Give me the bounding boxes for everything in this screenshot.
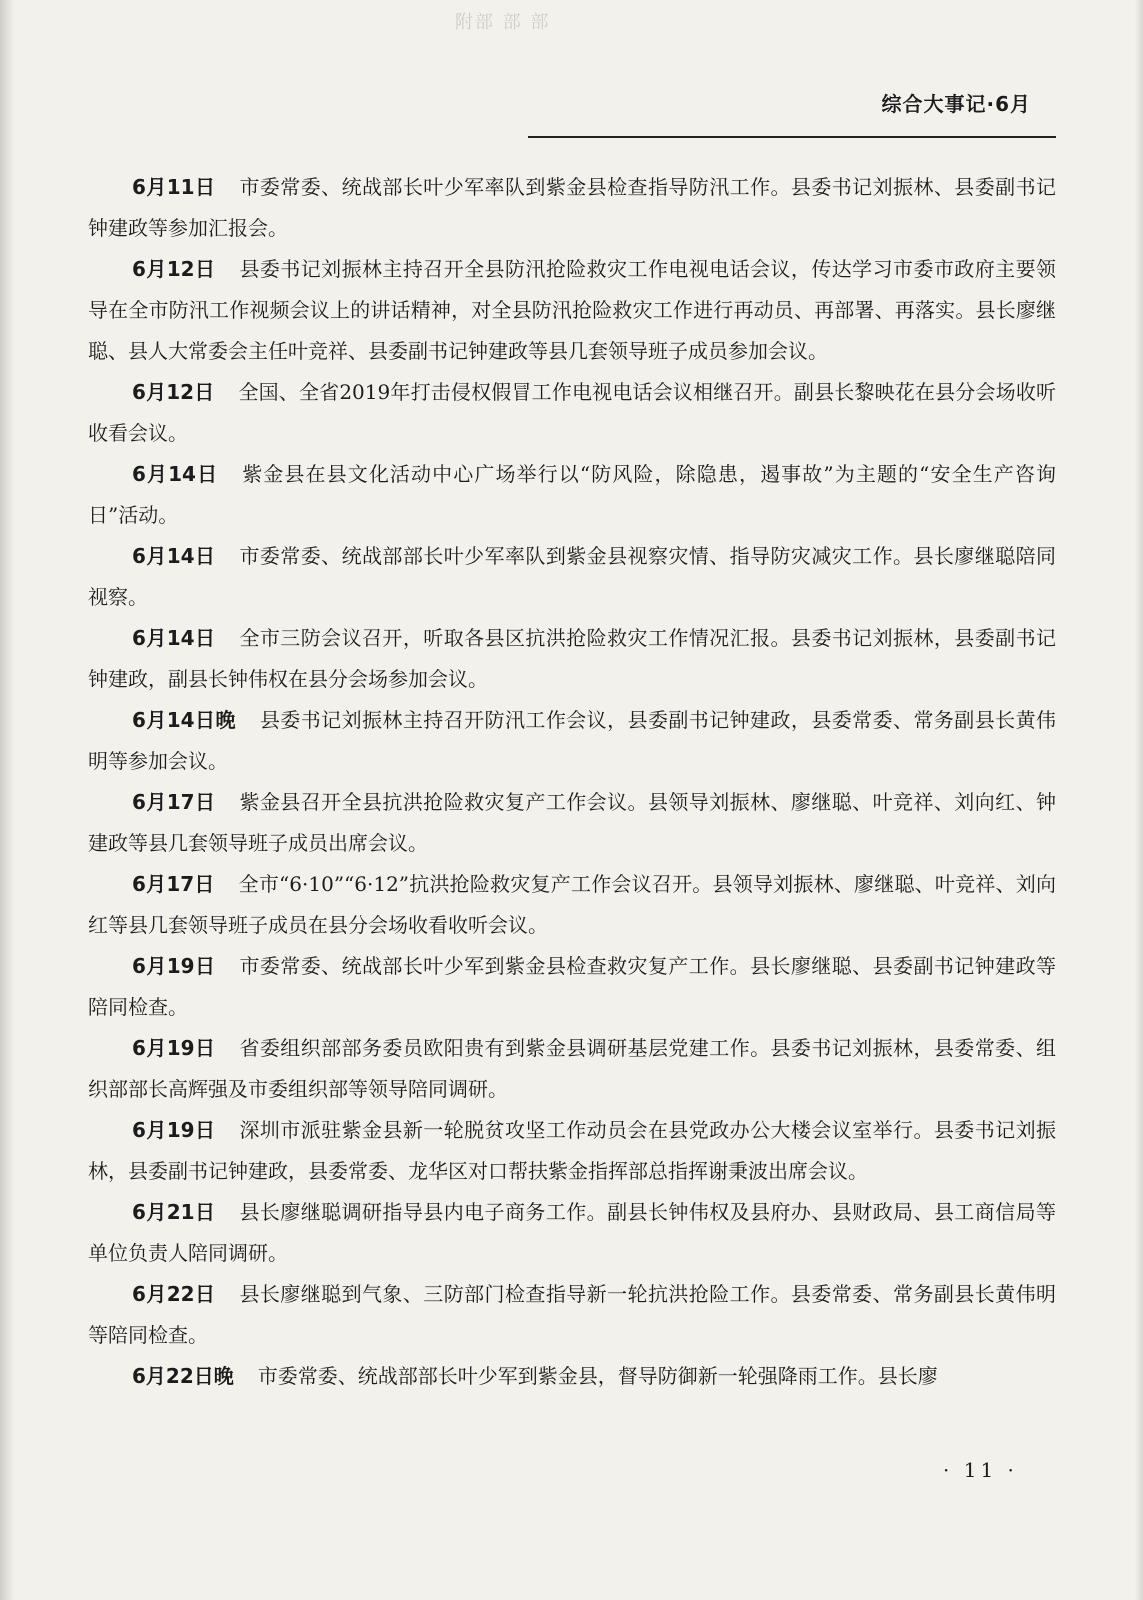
entry-date: 6月21日 xyxy=(132,1200,216,1224)
entry-date: 6月17日 xyxy=(132,872,215,896)
entry-text: 全国、全省2019年打击侵权假冒工作电视电话会议相继召开。副县长黎映花在县分会场收听收看会议。 xyxy=(88,380,1056,445)
entry-0622 xyxy=(88,1274,1056,1356)
scan-edge-left xyxy=(0,0,14,1600)
entry-text: 市委常委、统战部部长叶少军率队到紫金县视察灾情、指导防灾减灾工作。县长廖继聪陪同视察。 xyxy=(88,544,1057,609)
entry-text: 深圳市派驻紫金县新一轮脱贫攻坚工作动员会在县党政办公大楼会议室举行。县委书记刘振林，县委副书记钟建政，县委常委、龙华区对口帮扶紫金指挥部总指挥谢秉波出席会议。 xyxy=(88,1118,1057,1183)
entry-0614-c xyxy=(88,618,1056,700)
entry-text: 紫金县在县文化活动中心广场举行以“防风险，除隐患，遏事故”为主题的“安全生产咨询日”活动。 xyxy=(88,462,1056,527)
entry-0619-b xyxy=(88,1028,1056,1110)
entry-0614-evening xyxy=(88,700,1056,782)
entry-0617-b xyxy=(88,864,1056,946)
entry-text: 全市“6·10”“6·12”抗洪抢险救灾复产工作会议召开。县领导刘振林、廖继聪、叶竞祥、刘向红等县几套领导班子成员在县分会场收看收听会议。 xyxy=(88,872,1056,937)
entry-date: 6月12日 xyxy=(132,380,215,404)
page-number: · 11 · xyxy=(943,1458,1018,1482)
entry-0611 xyxy=(88,167,1056,249)
entry-date: 6月22日晚 xyxy=(132,1364,234,1388)
entry-0622-evening xyxy=(88,1356,1056,1397)
entry-date: 6月14日 xyxy=(132,462,219,486)
entry-text: 县长廖继聪调研指导县内电子商务工作。副县长钟伟权及县府办、县财政局、县工商信局等单位负责人陪同调研。 xyxy=(88,1200,1057,1265)
entry-0619-c xyxy=(88,1110,1056,1192)
chronicle-body xyxy=(88,167,1056,1397)
entry-date: 6月11日 xyxy=(132,175,216,199)
header-rule xyxy=(528,136,1056,138)
entry-0614-a xyxy=(88,454,1056,536)
entry-text: 省委组织部部务委员欧阳贵有到紫金县调研基层党建工作。县委书记刘振林，县委常委、组织部部长高辉强及市委组织部等领导陪同调研。 xyxy=(88,1036,1057,1101)
entry-text: 市委常委、统战部部长叶少军到紫金县，督导防御新一轮强降雨工作。县长廖 xyxy=(257,1364,938,1388)
entry-text: 市委常委、统战部长叶少军到紫金县检查救灾复产工作。县长廖继聪、县委副书记钟建政等陪同检查。 xyxy=(88,954,1057,1019)
entry-0621 xyxy=(88,1192,1056,1274)
entry-0619-a xyxy=(88,946,1056,1028)
entry-date: 6月22日 xyxy=(132,1282,216,1306)
entry-date: 6月19日 xyxy=(132,954,216,978)
bleed-through-text: 附部 部 部 xyxy=(455,12,551,33)
entry-text: 县委书记刘振林主持召开防汛工作会议，县委副书记钟建政，县委常委、常务副县长黄伟明等参加会议。 xyxy=(88,708,1057,773)
entry-0617-a xyxy=(88,782,1056,864)
entry-text: 县长廖继聪到气象、三防部门检查指导新一轮抗洪抢险工作。县委常委、常务副县长黄伟明等陪同检查。 xyxy=(88,1282,1057,1347)
entry-date: 6月19日 xyxy=(132,1118,216,1142)
entry-text: 县委书记刘振林主持召开全县防汛抢险救灾工作电视电话会议，传达学习市委市政府主要领导在全市防汛工作视频会议上的讲话精神，对全县防汛抢险救灾工作进行再动员、再部署、再落实。县长廖继聪、县人大常委会主任叶竞祥、县委副书记钟建政等县几套领导班子成员参加会议。 xyxy=(88,257,1057,363)
entry-date: 6月14日 xyxy=(132,544,216,568)
entry-text: 全市三防会议召开，听取各县区抗洪抢险救灾工作情况汇报。县委书记刘振林，县委副书记钟建政，副县长钟伟权在县分会场参加会议。 xyxy=(88,626,1057,691)
entry-date: 6月14日 xyxy=(132,626,216,650)
entry-0612-b xyxy=(88,372,1056,454)
entry-text: 紫金县召开全县抗洪抢险救灾复产工作会议。县领导刘振林、廖继聪、叶竞祥、刘向红、钟建政等县几套领导班子成员出席会议。 xyxy=(88,790,1057,855)
entry-date: 6月12日 xyxy=(132,257,216,281)
scan-edge-right xyxy=(1135,0,1143,1600)
entry-date: 6月17日 xyxy=(132,790,216,814)
running-header: 综合大事记·6月 xyxy=(881,92,1031,116)
entry-date: 6月19日 xyxy=(132,1036,216,1060)
entry-0612-a xyxy=(88,249,1056,372)
entry-text: 市委常委、统战部长叶少军率队到紫金县检查指导防汛工作。县委书记刘振林、县委副书记钟建政等参加汇报会。 xyxy=(88,175,1057,240)
entry-0614-b xyxy=(88,536,1056,618)
entry-date: 6月14日晚 xyxy=(132,708,236,732)
